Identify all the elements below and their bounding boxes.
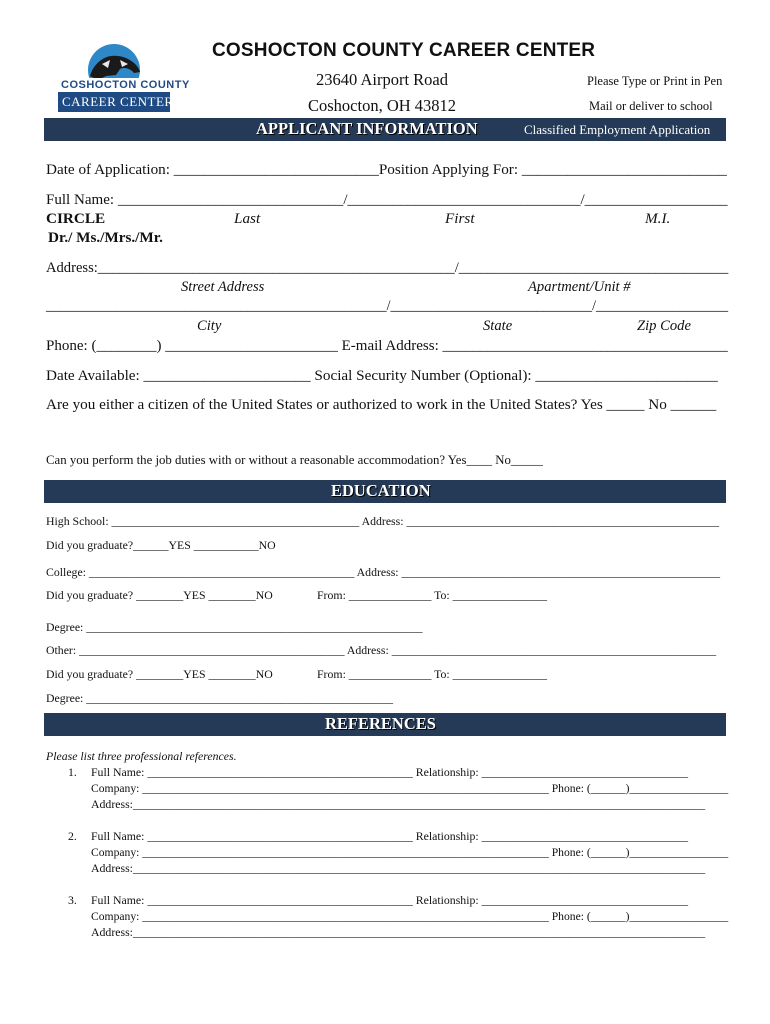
applicant-section-title: APPLICANT INFORMATION bbox=[256, 119, 478, 138]
reference-name-field[interactable]: Full Name: _____________________________________________ Relationship: ___________________________________ bbox=[91, 893, 689, 907]
college-field[interactable]: College: _____________________________________________ Address: ______________________________________________________ bbox=[46, 565, 721, 579]
address-field[interactable]: Address:_________________________________________________/_____________________________________ bbox=[46, 259, 729, 276]
reference-company-field[interactable]: Company: ______________________________________________________________________ Phone: (______)_________________ bbox=[91, 845, 729, 859]
education-section-bar bbox=[44, 480, 726, 503]
circle-label: CIRCLE bbox=[46, 210, 106, 227]
degree-field-1[interactable]: Degree: _________________________________________________________ bbox=[46, 620, 423, 634]
city-label: City bbox=[197, 318, 222, 334]
delivery-note: Mail or deliver to school bbox=[589, 99, 713, 113]
other-school-field[interactable]: Other: _____________________________________________ Address: _______________________________________________________ bbox=[46, 643, 717, 657]
reference-name-field[interactable]: Full Name: _____________________________________________ Relationship: ___________________________________ bbox=[91, 829, 689, 843]
references-section-title: REFERENCES bbox=[325, 714, 436, 733]
references-intro: Please list three professional references. bbox=[46, 749, 237, 763]
reference-company-field[interactable]: Company: ______________________________________________________________________ Phone: (______)_________________ bbox=[91, 909, 729, 923]
reference-company-field[interactable]: Company: ______________________________________________________________________ Phone: (______)_________________ bbox=[91, 781, 729, 795]
education-section-title: EDUCATION bbox=[331, 481, 431, 500]
city-state-zip-field[interactable]: _________________________________________________/_____________________________/___________________ bbox=[46, 297, 729, 314]
hs-graduate-field[interactable]: Did you graduate?______YES ___________NO bbox=[46, 538, 276, 552]
school-logo bbox=[58, 42, 190, 112]
address-line1: 23640 Airport Road bbox=[316, 70, 448, 89]
date-available-ssn-field[interactable]: Date Available: ______________________ Social Security Number (Optional): ________________________ bbox=[46, 367, 718, 384]
reference-address-field[interactable]: Address:_________________________________________________________________________________________________ bbox=[91, 797, 706, 811]
references-section-bar bbox=[44, 713, 726, 736]
mi-label: M.I. bbox=[645, 210, 671, 227]
state-label: State bbox=[483, 318, 513, 334]
honorific-options[interactable]: Dr./ Ms./Mrs./Mr. bbox=[48, 229, 163, 246]
date-position-field[interactable]: Date of Application: ___________________________Position Applying For: ___________________________ bbox=[46, 161, 727, 178]
citizenship-question[interactable]: Are you either a citizen of the United States or authorized to work in the United States? Yes _____ No ______ bbox=[46, 396, 717, 413]
page-title: COSHOCTON COUNTY CAREER CENTER bbox=[212, 40, 596, 61]
reference-address-field[interactable]: Address:_________________________________________________________________________________________________ bbox=[91, 861, 706, 875]
logo-line2: CAREER CENTER bbox=[62, 94, 174, 109]
college-dates-field[interactable]: From: ______________ To: ________________ bbox=[317, 588, 547, 602]
phone-email-field[interactable]: Phone: (________) _______________________ E-mail Address: ______________________________________ bbox=[46, 337, 728, 354]
reference-number: 3. bbox=[68, 893, 77, 907]
apt-label: Apartment/Unit # bbox=[528, 279, 631, 295]
address-line2: Coshocton, OH 43812 bbox=[308, 96, 457, 115]
accommodation-question[interactable]: Can you perform the job duties with or without a reasonable accommodation? Yes____ No_____ bbox=[46, 453, 543, 467]
street-label: Street Address bbox=[181, 279, 265, 295]
applicant-section-bar bbox=[44, 118, 726, 141]
reference-number: 1. bbox=[68, 765, 77, 779]
college-graduate-field[interactable]: Did you graduate? ________YES ________NO bbox=[46, 588, 273, 602]
high-school-field[interactable]: High School: __________________________________________ Address: _____________________________________________________ bbox=[46, 514, 720, 528]
reference-name-field[interactable]: Full Name: _____________________________________________ Relationship: ___________________________________ bbox=[91, 765, 689, 779]
instruction-note: Please Type or Print in Pen bbox=[587, 74, 723, 88]
other-graduate-field[interactable]: Did you graduate? ________YES ________NO bbox=[46, 667, 273, 681]
last-label: Last bbox=[234, 210, 261, 227]
zip-label: Zip Code bbox=[637, 318, 691, 334]
first-label: First bbox=[445, 210, 475, 227]
degree-field-2[interactable]: Degree: ____________________________________________________ bbox=[46, 691, 393, 705]
reference-number: 2. bbox=[68, 829, 77, 843]
applicant-section-subtitle: Classified Employment Application bbox=[524, 122, 711, 137]
logo-line1: COSHOCTON COUNTY bbox=[61, 79, 190, 91]
other-dates-field[interactable]: From: ______________ To: ________________ bbox=[317, 667, 547, 681]
reference-address-field[interactable]: Address:_________________________________________________________________________________________________ bbox=[91, 925, 706, 939]
full-name-field[interactable]: Full Name: ______________________________/_______________________________/___________________ bbox=[46, 191, 728, 208]
